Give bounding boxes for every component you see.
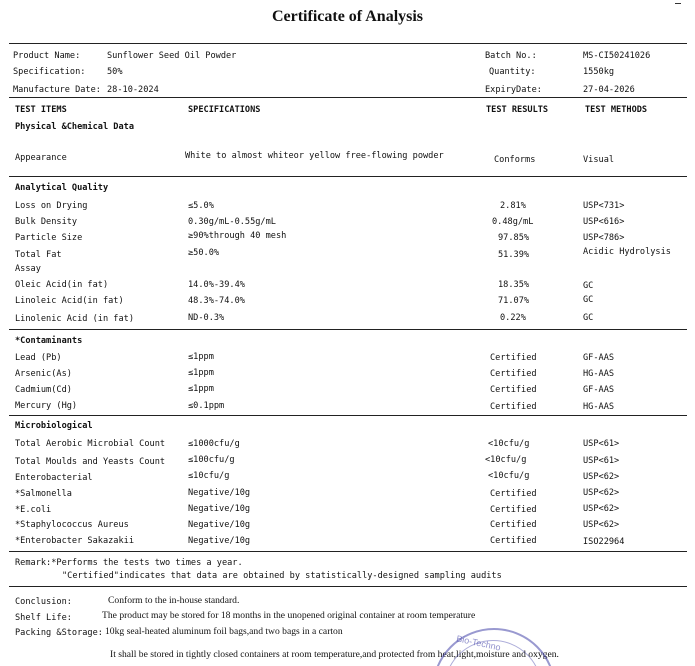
row-item: Linoleic Acid(in fat) (15, 296, 124, 306)
row-result: 0.22% (500, 313, 526, 323)
document-title: Certificate of Analysis (271, 8, 424, 25)
row-spec: ≤1ppm (188, 384, 214, 394)
row-result: 18.35% (498, 280, 530, 290)
row-spec: Negative/10g (188, 536, 251, 546)
row-item: *Salmonella (15, 489, 72, 499)
row-spec: ≤1ppm (188, 368, 214, 378)
manufacture-date-value: 28-10-2024 (107, 85, 159, 95)
row-method: USP<62> (583, 520, 620, 530)
row-method: GC (583, 313, 594, 323)
row-result: 0.48g/mL (492, 217, 534, 227)
row-spec: ≥50.0% (188, 248, 220, 258)
row-item: *Staphylococcus Aureus (15, 520, 129, 530)
row-spec: 14.0%-39.4% (188, 280, 245, 290)
row-item: Arsenic(As) (15, 369, 72, 379)
quantity-value: 1550kg (583, 67, 615, 77)
col-specifications: SPECIFICATIONS (188, 105, 261, 115)
row-method: USP<62> (583, 488, 620, 498)
row-item: Enterobacterial (15, 473, 93, 483)
remark-line-2: "Certified"indicates that data are obtained by statistically-designed sampling audits (62, 571, 502, 581)
row-method: GF-AAS (583, 385, 615, 395)
row-method: HG-AAS (583, 369, 615, 379)
packing-value: 10kg seal-heated aluminum foil bags,and two bags in a carton (105, 626, 343, 637)
row-spec: ≤10cfu/g (188, 471, 230, 481)
row-item: Oleic Acid(in fat) (15, 280, 109, 290)
storage-note: It shall be stored in tightly closed containers at room temperature,and protected from heat,light,moisture and oxygen. (110, 649, 559, 660)
specification-label: Specification: (13, 67, 86, 77)
product-name-value: Sunflower Seed Oil Powder (107, 51, 237, 61)
row-method: HG-AAS (583, 402, 615, 412)
specification-value: 50% (107, 67, 123, 77)
divider-physical (9, 176, 687, 177)
row-spec: 0.30g/mL-0.55g/mL (188, 217, 276, 227)
row-result: Certified (490, 536, 537, 546)
batch-no-label: Batch No.: (485, 51, 537, 61)
conclusion-label: Conclusion: (15, 597, 72, 607)
row-method: USP<61> (583, 456, 620, 466)
divider-micro (9, 551, 687, 552)
row-result: <10cfu/g (488, 471, 530, 481)
row-item: *Enterobacter Sakazakii (15, 536, 134, 546)
row-spec: White to almost whiteor yellow free-flowing powder (185, 151, 444, 161)
row-spec: ≤100cfu/g (188, 455, 235, 465)
corner-mark (675, 0, 681, 4)
row-method: USP<786> (583, 233, 625, 243)
product-name-label: Product Name: (13, 51, 81, 61)
row-spec: Negative/10g (188, 520, 251, 530)
row-item: Linolenic Acid (in fat) (15, 314, 134, 324)
row-item: Cadmium(Cd) (15, 385, 72, 395)
batch-no-value: MS-CI50241026 (583, 51, 651, 61)
divider-header (9, 97, 687, 98)
row-item: Assay (15, 264, 41, 274)
divider-contaminants (9, 415, 687, 416)
col-test-items: TEST ITEMS (15, 105, 67, 115)
row-spec: 48.3%-74.0% (188, 296, 245, 306)
remark-line-1: Remark:*Performs the tests two times a year. (15, 558, 243, 568)
row-result: <10cfu/g (485, 455, 527, 465)
row-item: Total Moulds and Yeasts Count (15, 457, 166, 467)
row-method: GF-AAS (583, 353, 615, 363)
row-method: USP<731> (583, 201, 625, 211)
row-method: ISO22964 (583, 537, 625, 547)
row-method: GC (583, 295, 594, 305)
row-item: Loss on Drying (15, 201, 88, 211)
section-analytical-title: Analytical Quality (15, 183, 109, 193)
row-spec: Negative/10g (188, 504, 251, 514)
expiry-date-label: ExpiryDate: (485, 85, 542, 95)
packing-label: Packing &Storage: (15, 628, 103, 638)
row-method: USP<62> (583, 472, 620, 482)
company-seal-stamp (432, 628, 556, 666)
shelf-life-value: The product may be stored for 18 months in the unopened original container at room temperature (102, 610, 476, 621)
row-result: <10cfu/g (488, 439, 530, 449)
section-contaminants-title: *Contaminants (15, 336, 83, 346)
company-seal-text: Bio-Techno (455, 633, 502, 653)
row-item: Mercury (Hg) (15, 401, 78, 411)
row-item: Bulk Density (15, 217, 78, 227)
divider-remark (9, 586, 687, 587)
row-method: USP<616> (583, 217, 625, 227)
row-item: Lead (Pb) (15, 353, 62, 363)
row-item: Particle Size (15, 233, 83, 243)
row-spec: ≤5.0% (188, 201, 214, 211)
divider-top (9, 43, 687, 44)
row-spec: Negative/10g (188, 488, 251, 498)
row-result: Certified (490, 520, 537, 530)
row-result: 51.39% (498, 250, 530, 260)
manufacture-date-label: Manufacture Date: (13, 85, 101, 95)
shelf-life-label: Shelf Life: (15, 613, 72, 623)
section-physical-title: Physical &Chemical Data (15, 122, 134, 132)
row-spec: ≤0.1ppm (188, 401, 225, 411)
row-result: 2.81% (500, 201, 526, 211)
row-spec: ≤1000cfu/g (188, 439, 240, 449)
row-result: Conforms (494, 155, 536, 165)
row-result: Certified (490, 369, 537, 379)
col-test-results: TEST RESULTS (486, 105, 549, 115)
row-method: USP<62> (583, 504, 620, 514)
expiry-date-value: 27-04-2026 (583, 85, 635, 95)
row-method: Visual (583, 155, 615, 165)
row-item: Appearance (15, 153, 67, 163)
row-spec: ND-0.3% (188, 313, 225, 323)
row-result: 71.07% (498, 296, 530, 306)
row-method: Acidic Hydrolysis (583, 247, 671, 257)
row-result: Certified (490, 505, 537, 515)
quantity-label: Quantity: (489, 67, 536, 77)
row-method: GC (583, 281, 594, 291)
row-item: Total Fat (15, 250, 62, 260)
row-spec: ≥90%through 40 mesh (188, 231, 287, 241)
row-item: *E.coli (15, 505, 52, 515)
row-result: 97.85% (498, 233, 530, 243)
row-item: Total Aerobic Microbial Count (15, 439, 166, 449)
section-micro-title: Microbiological (15, 421, 93, 431)
row-result: Certified (490, 353, 537, 363)
conclusion-value: Conform to the in-house standard. (108, 595, 240, 606)
row-method: USP<61> (583, 439, 620, 449)
col-test-methods: TEST METHODS (585, 105, 648, 115)
row-result: Certified (490, 385, 537, 395)
row-result: Certified (490, 489, 537, 499)
row-result: Certified (490, 402, 537, 412)
row-spec: ≤1ppm (188, 352, 214, 362)
divider-analytical (9, 329, 687, 330)
